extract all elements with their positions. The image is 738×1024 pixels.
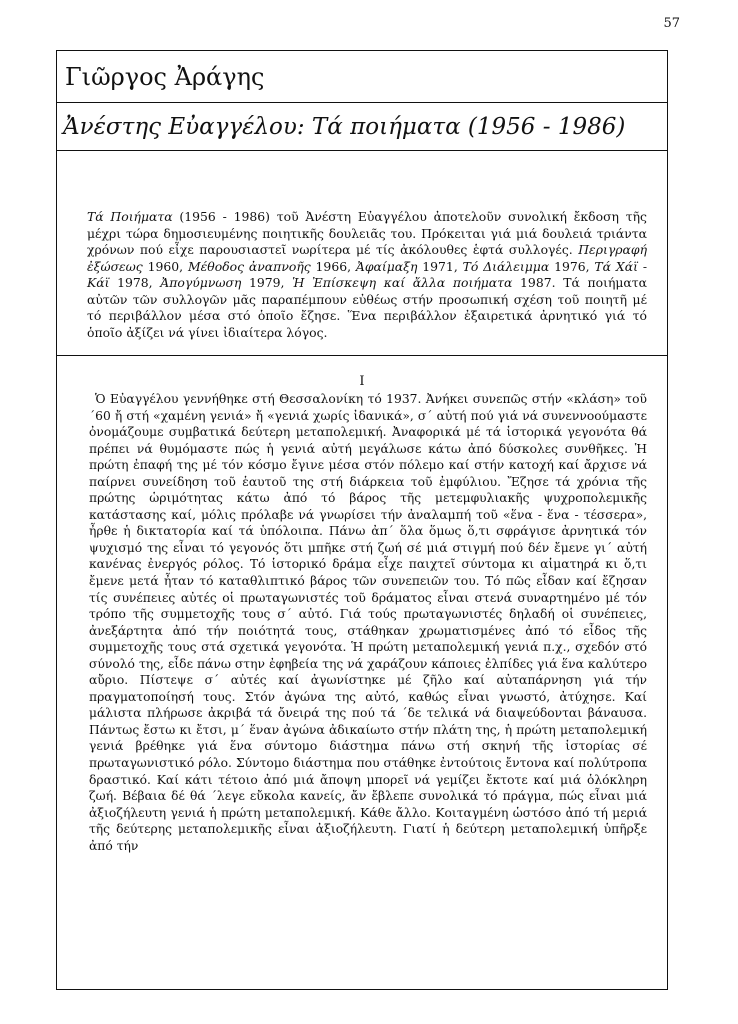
author-name: Γιῶργος Ἀράγης [65,62,265,91]
abstract-italic-run: Τά Χάϊ - Κάϊ [87,258,648,290]
body-paragraph: Ὁ Εὐαγγέλου γεννήθηκε στή Θεσσαλονίκη τό 1937. Ἀνήκει συνεπῶς στήν «κλάση» τοῦ ΄60 ἤ στή «χαμένη γενιά» ἤ «γενιά χωρίς ἰδανικά», σ΄ αὐτή πού γιά νά συνεννοούμαστε ὀνομάζουμε συμβατικά δεύτερη μεταπολεμική. Ἀναφορικά μέ τά ἱστορικά γεγονότα θά πρέπει νά θυμόμαστε πώς ἡ γενιά αὐτή μεγάλωσε κάτω ἀπό δύσκολες συνθῆκες. Ἡ πρώτη ἐπαφή της μέ τόν κόσμο ἔγινε μέσα στόν πόλεμο καί στήν κατοχή καί ἄρχισε νά παίρνει συνείδηση τοῦ ἑαυτοῦ της στή διάρκεια τοῦ ἐμφύλιου. Ἔζησε τά χρόνια τῆς πρώτης ὡριμότητας κάτω ἀπό τό βάρος τῆς μετεμφυλιακῆς ψυχροπολεμικῆς κατάστασης καί, μόλις πρόλαβε νά γνωρίσει τήν ἀναλαμπή τοῦ «ἕνα - ἕνα - τέσσερα», ἦρθε ἡ δικτατορία καί τά ὑπόλοιπα. Πάνω ἀπ΄ ὅλα ὅμως ὅ,τι σφράγισε ἀρνητικά τόν ψυχισμό της εἶναι τό γεγονός ὅτι μπῆκε στή ζωή σέ μιά στιγμή πού δέν ἔμενε γι΄ αὐτή κανένας ἐνεργός ρόλος. Τό ἱστορικό δράμα εἶχε παιχτεῖ σύντομα κι αἱματηρά κι ὅ,τι ἔμενε μετά ἦταν τό καταθλιπτικό βάρος τῶν συνεπειῶν του. Τό πῶς εἶδαν καί ἔζησαν τίς συνέπειες αὐτές οἱ πρωταγωνιστές τοῦ δράματος εἶναι στενά συναρτημένο μέ τόν τρόπο τῆς συμμετοχῆς τους σ΄ αὐτό. Γιά τούς πρωταγωνιστές δηλαδή οἱ συνέπειες, ἀνεξάρτητα ἀπό τήν ποιότητά τους, στάθηκαν χρωματισμένες ἀπό τό εἶδος τῆς συμμετοχῆς τους στά σχετικά γεγονότα. Ἡ πρώτη μεταπολεμική γενιά π.χ., σχεδόν στό σύνολό της, εἶδε πάνω στην ἐφηβεία της νά χαράζουν κάποιες ἐλπίδες γιά ἕνα καλύτερο αὔριο. Πίστεψε σ΄ αὐτές καί ἀγωνίστηκε μέ ζῆλο καί αὐταπάρνηση γιά τήν πραγματοποίησή τους. Στόν ἀγώνα της αὐτό, καθώς εἶναι γνωστό, ἀτύχησε. Καί μάλιστα πλήρωσε ἀκριβά τά ὄνειρά της πού τά ΄δε τελικά νά διαψεύδονται βάναυσα. Πάντως ἔστω κι ἔτσι, μ΄ ἕναν ἀγώνα ἀδικαίωτο στήν πλάτη της, ἡ πρώτη μεταπολεμική γενιά βρέθηκε γιά ἕνα σύντομο διάστημα πάνω στή σκηνή τῆς ἱστορίας σέ πρωταγωνιστικό ρόλο. Σύντομο διάστημα που στάθηκε ἐντούτοις ἔντονα καί πολύτροπα δραστικό. Καί κάτι τέτοιο ἀπό μιά ἄποψη μπορεῖ νά γεμίζει ἔκτοτε καί μιά ὁλόκληρη ζωή. Βέβαια δέ θά ΄λεγε εὔκολα κανείς, ἄν ἔβλεπε συνολικά τό πράγμα, πώς εἶναι μιά ἀξιοζήλευτη γενιά ἡ πρώτη μεταπολεμική. Κάθε ἄλλο. Κοιταγμένη ὡστόσο ἀπό τή μεριά τῆς δεύτερης μεταπολεμικῆς εἶναι ἀξιοζήλευτη. Γιατί ἡ δεύτερη μεταπολεμική ὑπῆρξε ἀπό τήν [89,392,647,853]
abstract-italic-run: Ἀφαίμαξη [355,258,418,274]
abstract-italic-run: Τό Διάλειμμα [462,258,550,274]
section-divider [57,355,667,356]
abstract-text-run: 1987. Τά ποιήματα αὐτῶν τῶν συλλογῶν μᾶς παραπέμπουν εὐθέως στήν προσωπική σχέση τοῦ ποιητῆ μέ τό περιβάλλον μέσα στό ὁποῖο ἔζησε. Ἕνα περιβάλλον ἐξαιρετικά ἀρνητικό γιά τό ὁποῖο ἀξίζει νά γίνει ἰδιαίτερα λόγος. [87,275,648,340]
title-header [57,103,667,151]
abstract-italic-run: Ἀπογύμνωση [160,275,242,290]
author-header [57,51,667,103]
abstract-text-run: 1960, [142,258,188,274]
abstract-text-run: 1971, [417,258,463,274]
abstract-text-run: 1978, [109,275,161,290]
abstract-text-run: 1979, [241,275,293,290]
abstract-text-run: (1956 - 1986) τοῦ Ἀνέστη Εὐαγγέλου ἀποτελοῦν συνολική ἔκδοση τῆς μέχρι τώρα δημοσιευμένης ποιητικῆς δουλειᾶς του. Πρόκειται γιά μιά δουλειά τριάντα χρόνων πού εἶχε παρουσιαστεῖ νωρίτερα μέ τίς ἀκόλουθες ἑφτά συλλογές. [87,209,647,257]
article-title: Ἀνέστης Εὐαγγέλου: Τά ποιήματα (1956 - 1986) [63,113,626,140]
article-frame [56,50,668,990]
abstract-italic-run: Τά Ποιήματα [87,209,173,224]
abstract-italic-run: Μέθοδος ἀναπνοῆς [187,258,311,274]
section-number: I [359,374,365,389]
abstract-text-run: 1976, [549,258,595,274]
abstract-text-run: 1966, [310,258,356,274]
abstract-paragraph [87,209,647,341]
page-number: 57 [663,16,680,31]
abstract-italic-run: Ἡ Ἐπίσκεψη καί ἄλλα ποιήματα [292,275,513,290]
abstract-italic-run: Περιγραφή ἐξώσεως [87,242,647,274]
